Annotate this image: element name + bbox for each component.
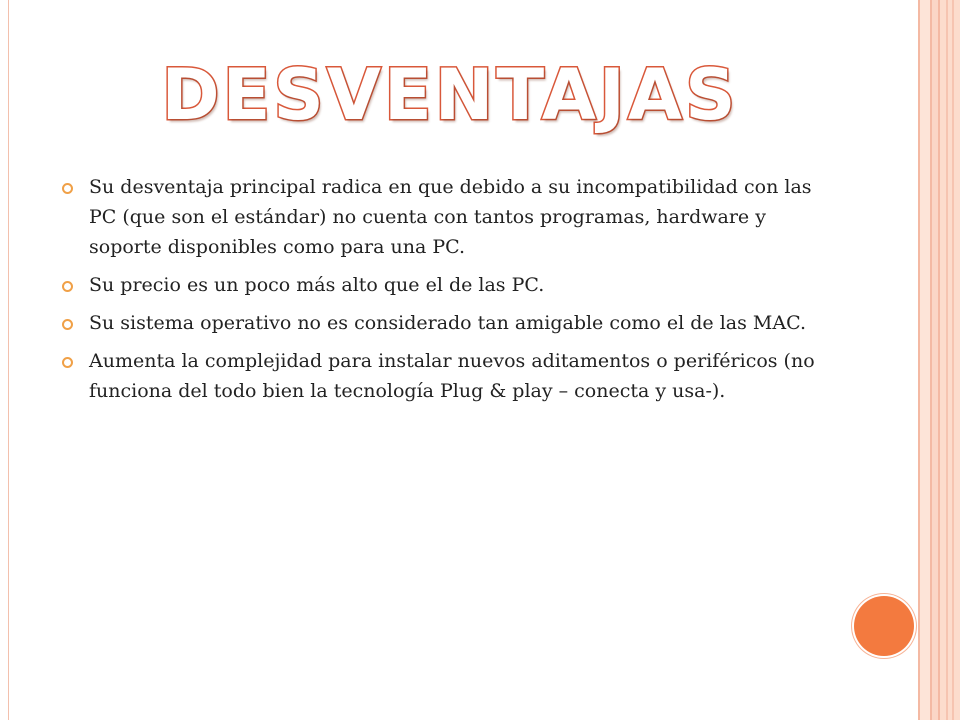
bullet-text: Su desventaja principal radica en que debido a su incompatibilidad con las PC (que son el estándar) no cuenta con tantos programas, hardware y soporte disponibles como para una PC. <box>89 176 812 258</box>
slide-title: DESVENTAJAS <box>161 54 739 136</box>
hollow-circle-bullet-icon <box>62 319 73 330</box>
right-border-stripe <box>920 0 930 720</box>
hollow-circle-bullet-icon <box>62 357 73 368</box>
bullet-item <box>60 308 820 338</box>
bullet-item <box>60 346 820 406</box>
right-border-stripe <box>952 0 954 720</box>
bullet-text: Aumenta la complejidad para instalar nuevos aditamentos o periféricos (no funciona del todo bien la tecnología Plug & play – conecta y usa-). <box>89 350 815 402</box>
orange-circle-icon <box>854 596 914 656</box>
hollow-circle-bullet-icon <box>62 183 73 194</box>
left-border-line <box>8 0 9 720</box>
bullet-text: Su precio es un poco más alto que el de las PC. <box>89 274 545 296</box>
bullet-item <box>60 172 820 262</box>
bullet-text: Su sistema operativo no es considerado tan amigable como el de las MAC. <box>89 312 806 334</box>
hollow-circle-bullet-icon <box>62 281 73 292</box>
right-border-stripe <box>940 0 960 720</box>
bullet-item <box>60 270 820 300</box>
right-border-stripe <box>946 0 948 720</box>
bullet-list <box>60 172 820 414</box>
